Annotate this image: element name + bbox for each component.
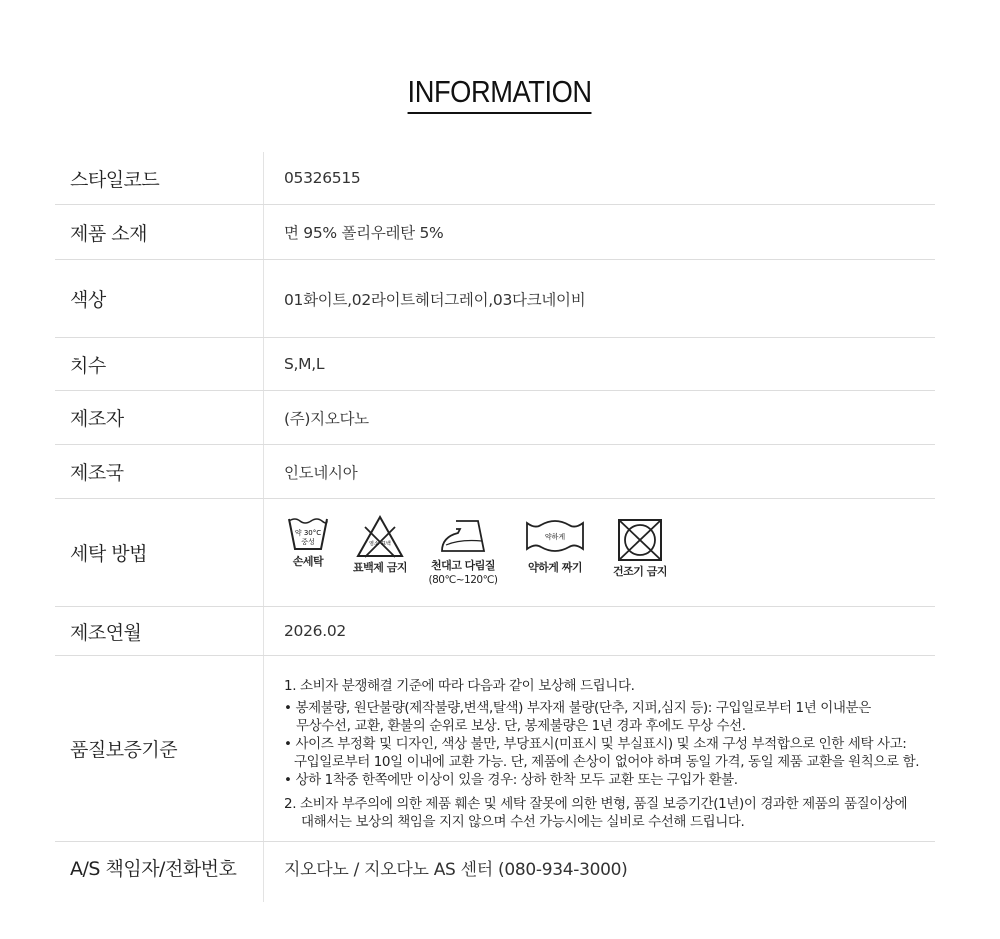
- gentle-wring-caption: 약하게 짜기: [528, 561, 582, 574]
- page-title-wrap: [0, 74, 1000, 114]
- iron-temp-range: (80℃~120℃): [428, 574, 498, 586]
- quality-line: • 상하 1착중 한쪽에만 이상이 있을 경우: 상하 한착 모두 교환 또는 구입가 환불.: [284, 772, 738, 788]
- hand-wash-neutral: 중성: [301, 538, 315, 546]
- bleach-chlorine: 염소: [369, 541, 379, 547]
- quality-line: 구입일로부터 10일 이내에 교환 가능. 단, 제품에 손상이 없어야 하며 동일 가격, 동일 제품 교환을 원칙으로 함.: [294, 754, 920, 770]
- table-row-country: [55, 445, 935, 499]
- table-row-as: [55, 842, 935, 892]
- table-row-washing: [55, 499, 935, 607]
- row-value: 01화이트,02라이트헤더그레이,03다크네이비: [284, 290, 586, 309]
- page-title: INFORMATION: [408, 74, 592, 114]
- wash-icons: [283, 513, 683, 593]
- no-tumble-dry-icon: [616, 517, 664, 563]
- quality-line: 1. 소비자 분쟁해결 기준에 따라 다음과 같이 보상해 드립니다.: [284, 678, 635, 694]
- hand-wash-icon: [286, 513, 330, 553]
- no-bleach-icon: [355, 513, 405, 559]
- row-label: 세탁 방법: [70, 543, 147, 565]
- quality-line: 2. 소비자 부주의에 의한 제품 훼손 및 세탁 잘못에 의한 변형, 품질 보증기간(1년)이 경과한 제품의 품질이상에: [284, 796, 908, 812]
- hand-wash-temp: 약 30°C: [294, 529, 322, 537]
- row-value: 면 95% 폴리우레탄 5%: [284, 224, 444, 242]
- row-value: 지오다노 / 지오다노 AS 센터 (080-934-3000): [284, 859, 628, 880]
- quality-line: • 봉제불량, 원단불량(제작불량,변색,탈색) 부자재 불량(단추, 지퍼,심지 등): 구입일로부터 1년 이내분은: [284, 700, 871, 716]
- row-value: 2026.02: [284, 622, 346, 640]
- no-dry-item: [605, 517, 675, 579]
- iron-caption: 천대고 다림질: [430, 559, 496, 572]
- table-row-manufacturer: [55, 391, 935, 445]
- wring-inner-text: 약하게: [544, 533, 566, 541]
- table-row-size: [55, 338, 935, 391]
- no-dry-caption: 건조기 금지: [613, 565, 667, 578]
- quality-line: • 사이즈 부정확 및 디자인, 색상 불만, 부당표시(미표시 및 부실표시) 및 소재 구성 부적합으로 인한 세탁 사고:: [284, 736, 907, 752]
- table-row-style-code: [55, 152, 935, 205]
- row-label: 제조자: [70, 408, 124, 430]
- row-label: 제조연월: [70, 621, 142, 644]
- iron-item: [423, 517, 503, 587]
- gentle-wring-icon: [525, 519, 585, 553]
- table-row-quality: [55, 656, 935, 842]
- row-value: 05326515: [284, 169, 361, 187]
- bleach-bleach: 표백: [381, 541, 391, 547]
- row-value: 인도네시아: [284, 463, 358, 482]
- no-bleach-item: [345, 513, 415, 575]
- iron-icon: [436, 517, 490, 555]
- row-label: 품질보증기준: [70, 739, 178, 761]
- table-row-color: [55, 260, 935, 338]
- hand-wash-item: [283, 513, 333, 569]
- no-bleach-caption: 표백제 금지: [353, 561, 407, 574]
- gentle-wring-item: [515, 519, 595, 575]
- quality-line: 대해서는 보상의 책임을 지지 않으며 수선 가능시에는 실비로 수선해 드립니다.: [301, 814, 745, 830]
- row-label: 제조국: [70, 462, 124, 484]
- table-row-material: [55, 205, 935, 260]
- quality-line: 무상수선, 교환, 환불의 순위로 보상. 단, 봉제불량은 1년 경과 후에도 무상 수선.: [296, 718, 746, 734]
- row-label: 제품 소재: [70, 222, 147, 245]
- row-label: 스타일코드: [70, 168, 160, 191]
- hand-wash-caption: 손세탁: [292, 555, 324, 568]
- row-value: S,M,L: [284, 355, 325, 373]
- row-label: 색상: [70, 289, 106, 311]
- row-label: 치수: [70, 354, 106, 377]
- row-label: A/S 책임자/전화번호: [70, 857, 237, 880]
- row-value: (주)지오다노: [284, 409, 369, 428]
- table-row-date: [55, 607, 935, 656]
